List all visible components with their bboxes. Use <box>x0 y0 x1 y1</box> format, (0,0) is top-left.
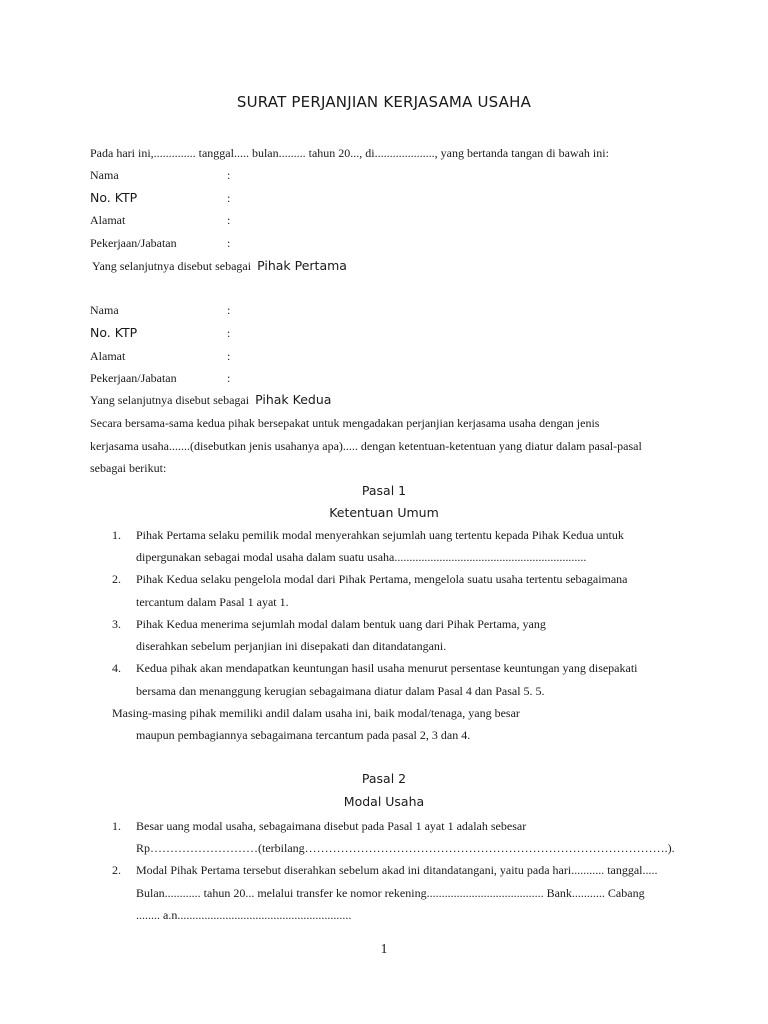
party2-colon-nama: : <box>227 303 231 317</box>
party2-label-ktp: No. KTP <box>90 325 138 340</box>
pasal2-item2-line3: ........ a.n.......................................................... <box>136 908 352 922</box>
party1-designation <box>92 259 347 273</box>
pasal1-item2-line1: Pihak Kedua selaku pengelola modal dari Pihak Pertama, mengelola suatu usaha tertentu sebagaimana <box>136 572 628 586</box>
party2-colon-ktp: : <box>227 326 231 340</box>
pasal2-item1-line2: Rp………………………(terbilang……………………………………………………………………………….). <box>136 841 675 855</box>
agreement-line-2: kerjasama usaha.......(disebutkan jenis usahanya apa)..... dengan ketentuan-ketentuan yang diatur dalam pasal-pasal <box>90 439 642 453</box>
party2-colon-alamat: : <box>227 349 231 363</box>
agreement-line-3: sebagai berikut: <box>90 461 167 475</box>
intro-text: Pada hari ini,.............. tanggal..... bulan......... tahun 20..., di...................., yang bertanda tangan di bawah ini: <box>90 146 609 160</box>
agreement-line-1: Secara bersama-sama kedua pihak bersepakat untuk mengadakan perjanjian kerjasama usaha dengan jenis <box>90 416 600 430</box>
pasal1-item3-line1: Pihak Kedua menerima sejumlah modal dalam bentuk uang dari Pihak Pertama, yang <box>136 617 546 631</box>
party2-designation-name: Pihak Kedua <box>255 392 332 407</box>
pasal1-closing-line-1: Masing-masing pihak memiliki andil dalam usaha ini, baik modal/tenaga, yang besar <box>112 706 520 720</box>
party2-label-pekerjaan: Pekerjaan/Jabatan <box>90 371 177 385</box>
pasal1-subheading: Ketentuan Umum <box>329 505 439 520</box>
party2-designation-prefix: Yang selanjutnya disebut sebagai <box>90 393 250 407</box>
party1-colon-ktp: : <box>227 191 231 205</box>
pasal2-item1-line1: Besar uang modal usaha, sebagaimana disebut pada Pasal 1 ayat 1 adalah sebesar <box>136 819 527 833</box>
pasal1-item3-line2: diserahkan sebelum perjanjian ini disepakati dan ditandatangani. <box>136 639 447 653</box>
pasal2-subheading: Modal Usaha <box>343 794 425 809</box>
pasal2-item2-line2: Bulan............ tahun 20... melalui transfer ke nomor rekening....................................... Bank........... Cabang <box>136 886 645 900</box>
page-number: 1 <box>380 942 388 957</box>
party1-label-ktp: No. KTP <box>90 190 138 205</box>
pasal1-item3-number: 3. <box>112 617 121 631</box>
party1-label-nama: Nama <box>90 168 119 182</box>
pasal1-item1-number: 1. <box>112 528 121 542</box>
party2-label-alamat: Alamat <box>90 349 126 363</box>
party1-colon-alamat: : <box>227 213 231 227</box>
pasal2-item1-number: 1. <box>112 819 121 833</box>
party1-colon-nama: : <box>227 168 231 182</box>
party2-colon-pekerjaan: : <box>227 371 231 385</box>
pasal2-heading: Pasal 2 <box>361 771 407 786</box>
pasal1-item4-number: 4. <box>112 661 121 675</box>
pasal1-item1-line1: Pihak Pertama selaku pemilik modal menyerahkan sejumlah uang tertentu kepada Pihak Kedua untuk <box>136 528 624 542</box>
pasal1-item1-line2: dipergunakan sebagai modal usaha dalam suatu usaha................................................................ <box>136 550 587 564</box>
pasal1-heading: Pasal 1 <box>361 483 407 498</box>
pasal1-item4-line2: bersama dan menanggung kerugian sebagaimana diatur dalam Pasal 4 dan Pasal 5. 5. <box>136 684 545 698</box>
document-title: SURAT PERJANJIAN KERJASAMA USAHA <box>236 93 532 111</box>
party1-label-alamat: Alamat <box>90 213 126 227</box>
party2-designation <box>90 393 331 407</box>
party1-designation-prefix: Yang selanjutnya disebut sebagai <box>92 259 252 273</box>
pasal2-item2-line1: Modal Pihak Pertama tersebut diserahkan sebelum akad ini ditandatangani, yaitu pada hari........... tanggal..... <box>136 863 658 877</box>
party1-label-pekerjaan: Pekerjaan/Jabatan <box>90 236 177 250</box>
party2-label-nama: Nama <box>90 303 119 317</box>
party1-colon-pekerjaan: : <box>227 236 231 250</box>
pasal2-item2-number: 2. <box>112 863 121 877</box>
pasal1-item4-line1: Kedua pihak akan mendapatkan keuntungan hasil usaha menurut persentase keuntungan yang disepakati <box>136 661 638 675</box>
pasal1-closing-line-2: maupun pembagiannya sebagaimana tercantum pada pasal 2, 3 dan 4. <box>136 728 471 742</box>
party1-designation-name: Pihak Pertama <box>257 258 347 273</box>
pasal1-item2-line2: tercantum dalam Pasal 1 ayat 1. <box>136 595 289 609</box>
pasal1-item2-number: 2. <box>112 572 121 586</box>
